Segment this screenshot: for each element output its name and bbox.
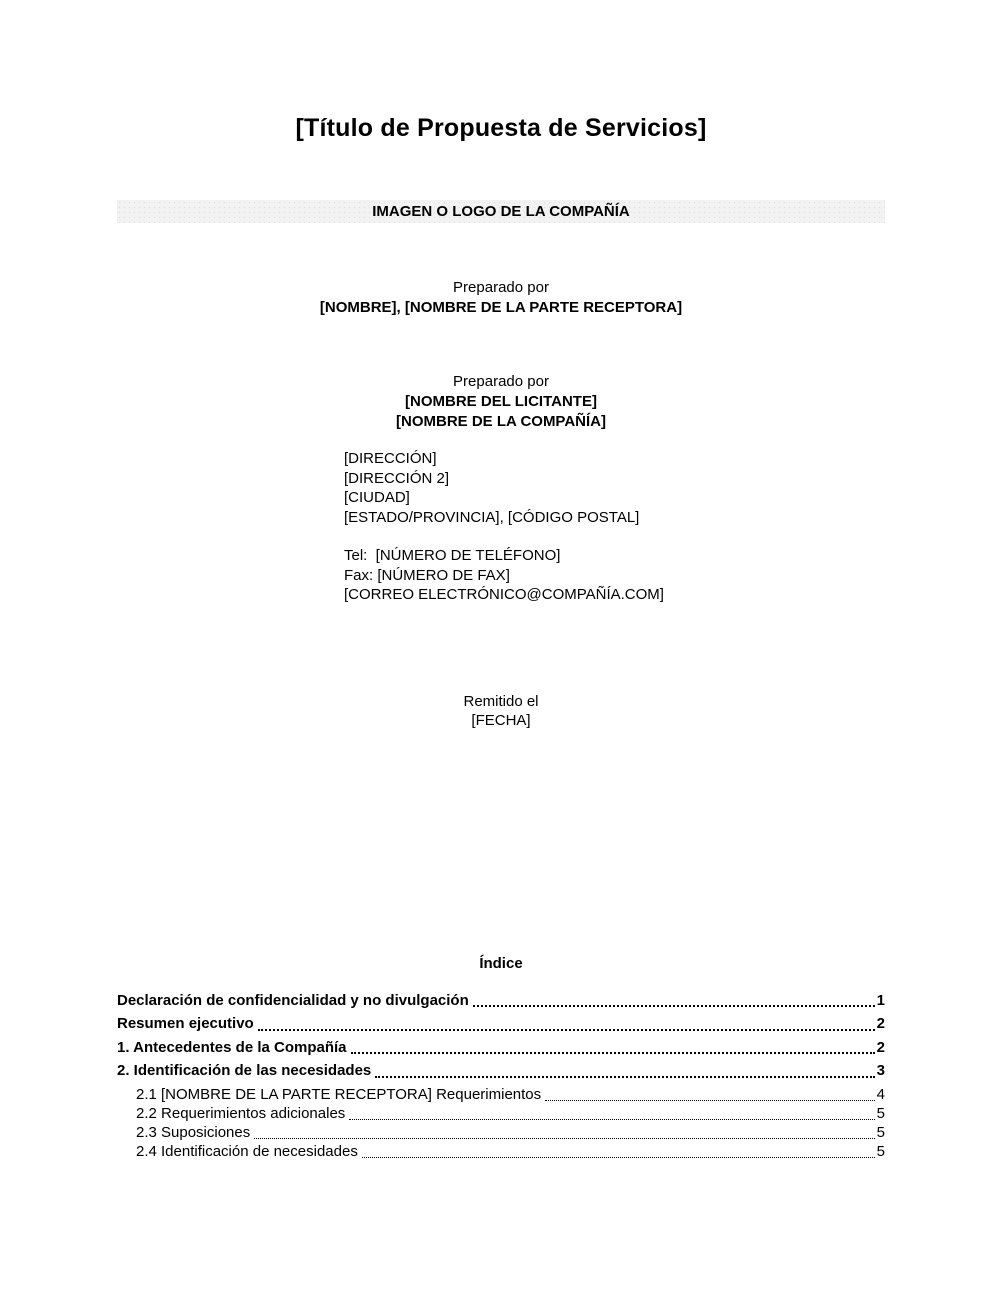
toc-entry[interactable]: [117, 991, 885, 1011]
toc-entry-page: 4: [876, 1085, 885, 1103]
submitted-block: [117, 692, 885, 731]
toc-entry-label: Declaración de confidencialidad y no divulgación: [117, 991, 469, 1009]
address-line-1: [DIRECCIÓN]: [344, 450, 437, 467]
toc-entry-page: 5: [876, 1142, 885, 1160]
toc-dot-leader: [258, 1029, 875, 1031]
toc-dot-leader: [351, 1052, 875, 1054]
toc-entry-label: Resumen ejecutivo: [117, 1015, 254, 1032]
toc-entry[interactable]: [117, 1014, 885, 1034]
toc-title: Índice: [479, 954, 523, 972]
fax-line: Fax: [NÚMERO DE FAX]: [344, 566, 510, 584]
toc-entry-label: 2.3 Suposiciones: [136, 1123, 251, 1141]
toc-dot-leader: [349, 1119, 874, 1120]
toc-entry-label: 1. Antecedentes de la Compañía: [117, 1038, 347, 1056]
toc-entry-page: 1: [876, 991, 885, 1009]
address-block: [117, 449, 885, 527]
toc-entry[interactable]: [117, 1123, 885, 1142]
toc-entry-page: 5: [876, 1104, 885, 1122]
company-name: [NOMBRE DE LA COMPAÑÍA]: [396, 413, 606, 430]
phone-line: Tel: [NÚMERO DE TELÉFONO]: [344, 547, 561, 564]
submitted-label: Remitido el: [463, 692, 539, 710]
table-of-contents: [117, 991, 885, 1161]
toc-entry-label: 2. Identificación de las necesidades: [117, 1062, 372, 1079]
email-line: [CORREO ELECTRÓNICO@COMPAÑÍA.COM]: [344, 586, 664, 603]
submitted-date: [FECHA]: [471, 712, 531, 729]
toc-entry[interactable]: [117, 1142, 885, 1161]
toc-entry-page: 2: [876, 1015, 885, 1032]
toc-dot-leader: [254, 1138, 874, 1139]
address-line-3: [CIUDAD]: [344, 489, 410, 506]
toc-dot-leader: [545, 1100, 875, 1101]
toc-entry-page: 2: [876, 1038, 885, 1056]
prepared-for-block: [117, 278, 885, 318]
prepared-by-block: [117, 372, 885, 432]
bidder-name: [NOMBRE DEL LICITANTE]: [405, 393, 597, 410]
toc-dot-leader: [362, 1157, 875, 1158]
toc-entry-page: 5: [876, 1123, 885, 1141]
toc-entry[interactable]: [117, 1104, 885, 1123]
toc-entry[interactable]: [117, 1038, 885, 1058]
contact-block: [117, 546, 885, 605]
prepared-by-label: Preparado por: [453, 373, 549, 390]
toc-entry[interactable]: [117, 1085, 885, 1104]
prepared-for-name: [NOMBRE], [NOMBRE DE LA PARTE RECEPTORA]: [319, 299, 683, 316]
toc-dot-leader: [473, 1005, 875, 1007]
toc-entry-label: 2.4 Identificación de necesidades: [136, 1142, 358, 1160]
prepared-for-label: Preparado por: [453, 279, 549, 296]
document-title: [Título de Propuesta de Servicios]: [295, 114, 707, 142]
address-line-4: [ESTADO/PROVINCIA], [CÓDIGO POSTAL]: [344, 508, 640, 526]
toc-entry-label: 2.2 Requerimientos adicionales: [136, 1104, 346, 1122]
logo-placeholder-banner: IMAGEN O LOGO DE LA COMPAÑÍA: [117, 200, 885, 223]
toc-entry-page: 3: [876, 1062, 885, 1079]
toc-entry[interactable]: [117, 1061, 885, 1081]
toc-entry-label: 2.1 [NOMBRE DE LA PARTE RECEPTORA] Requerimientos: [136, 1085, 542, 1103]
toc-dot-leader: [375, 1076, 874, 1078]
address-line-2: [DIRECCIÓN 2]: [344, 469, 450, 487]
